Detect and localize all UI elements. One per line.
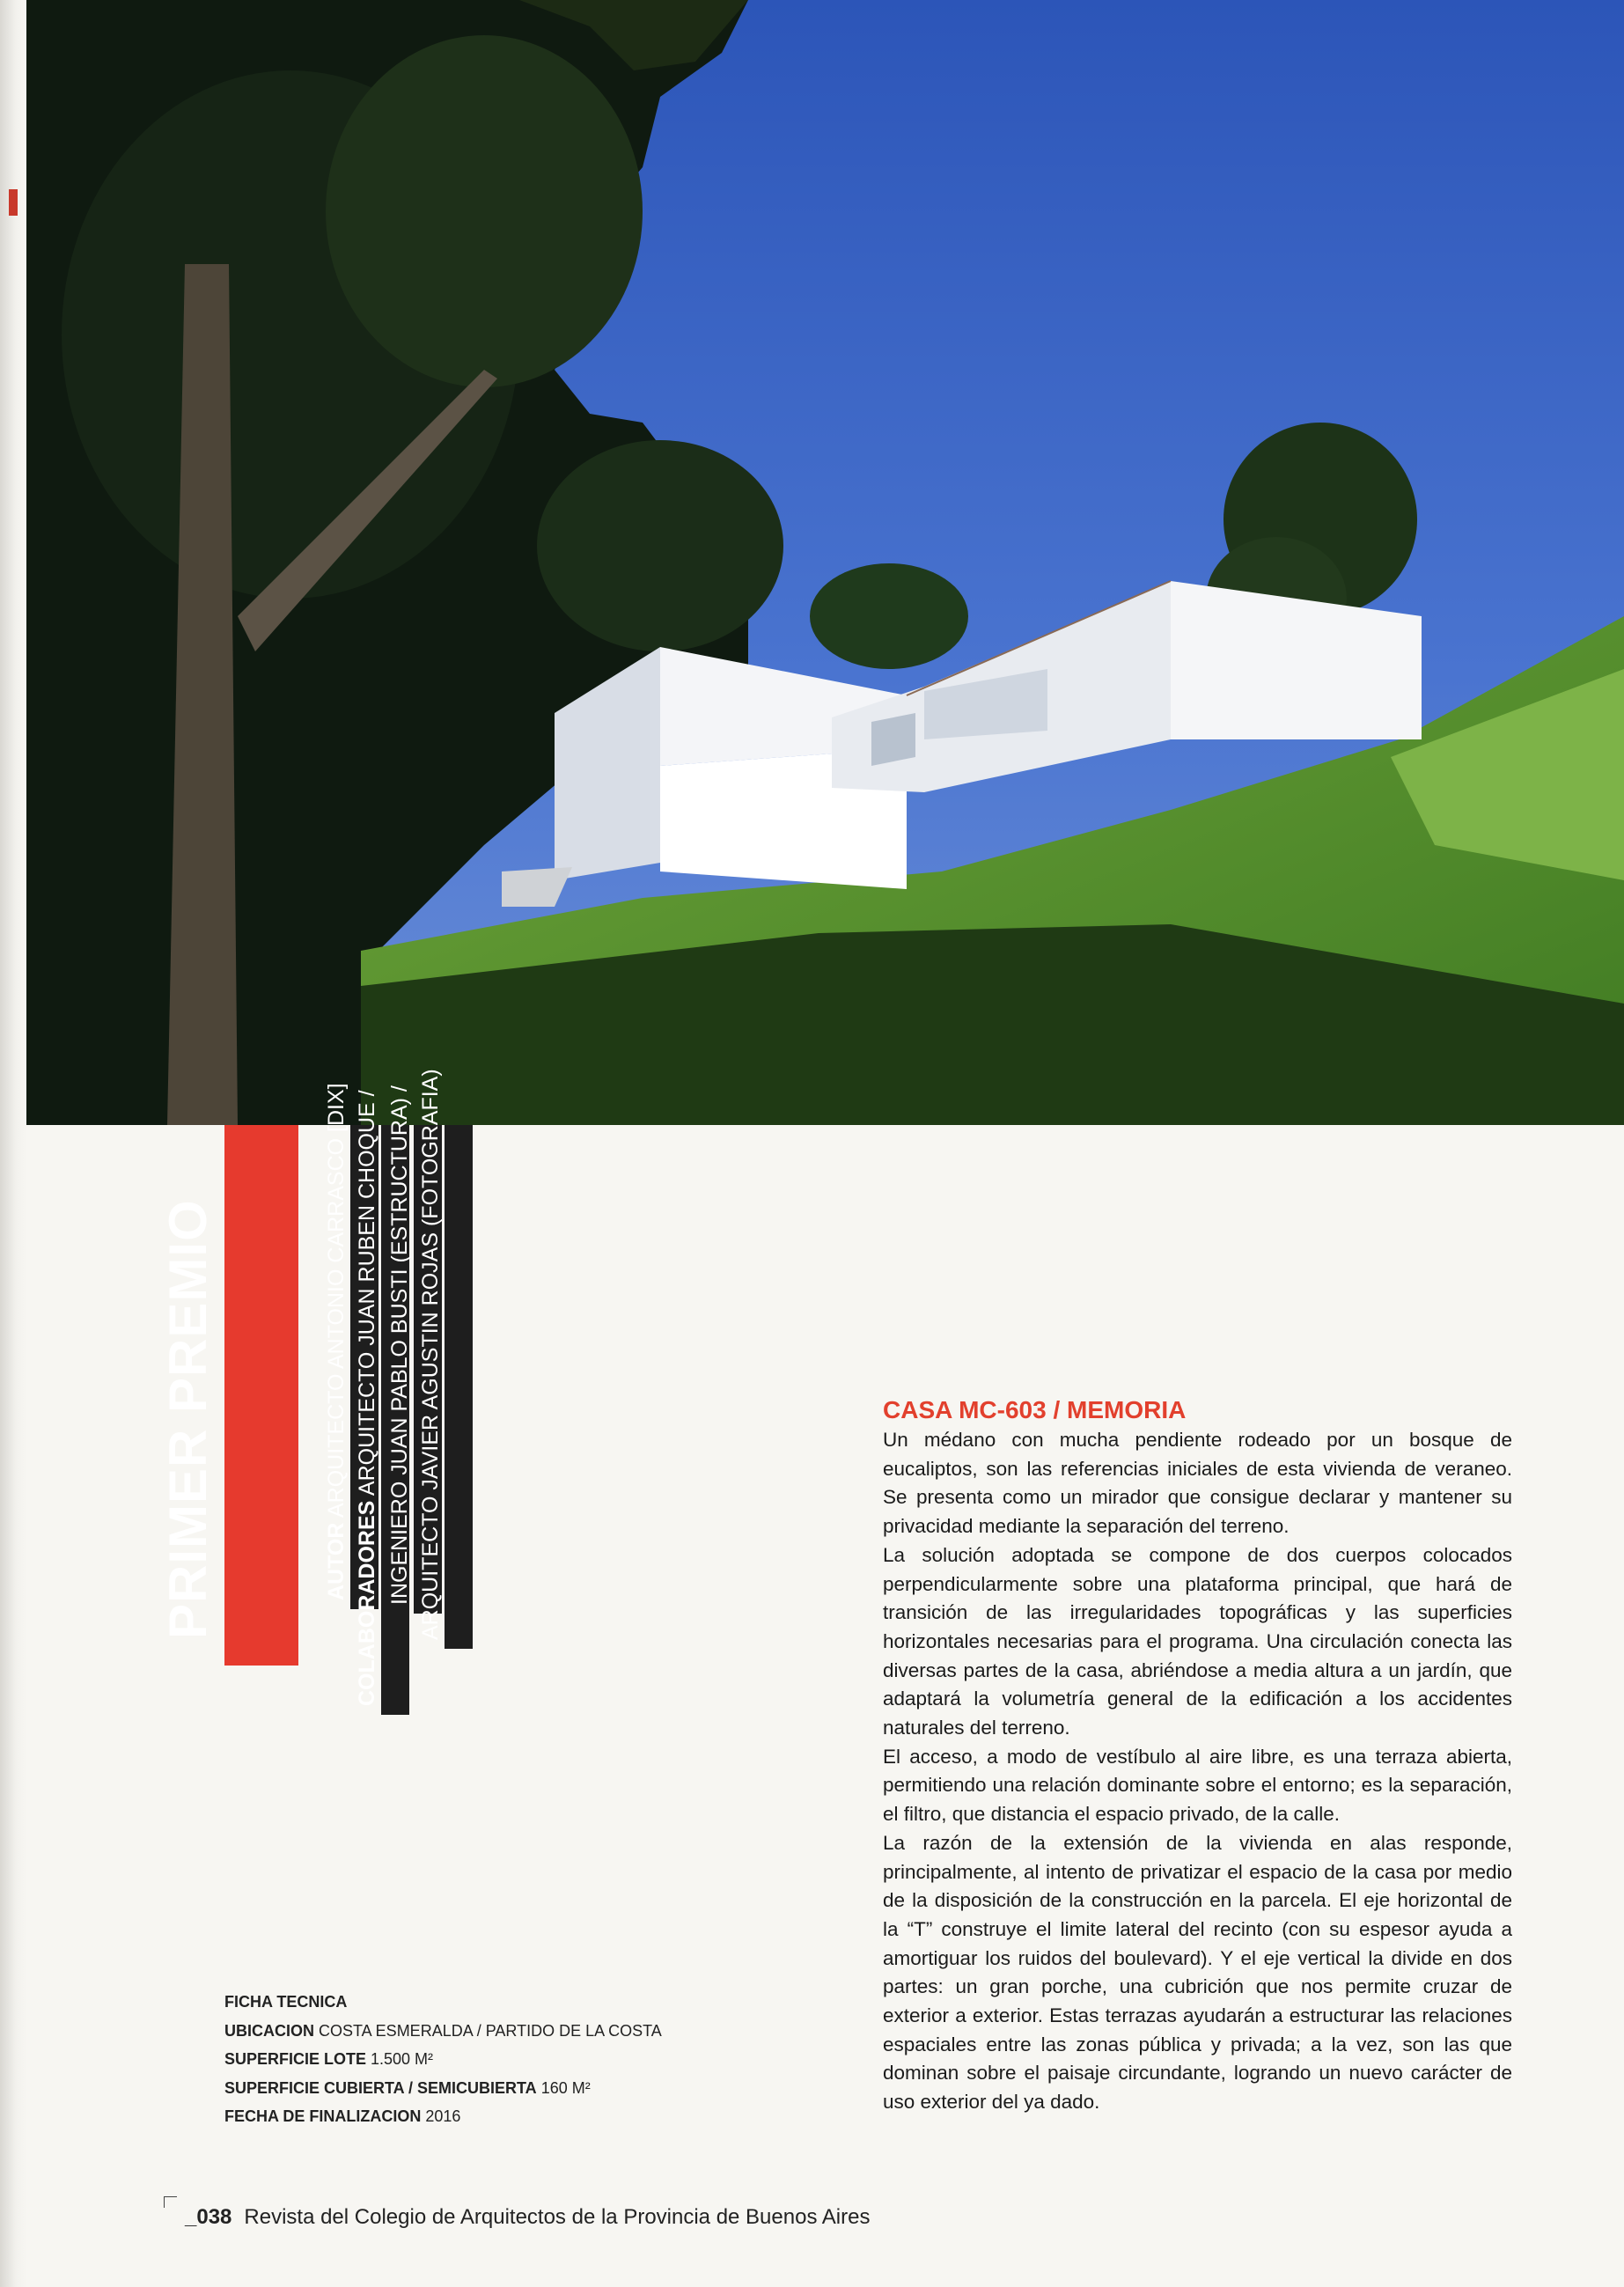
credit-collaborators-text: ARQUITECTO JUAN RUBEN CHOQUE /: [355, 1090, 379, 1501]
credit-engineer-text: INGENIERO JUAN PABLO BUSTI (ESTRUCTURA) /: [387, 1085, 412, 1605]
credit-photographer-text: ARQUITECTO JAVIER AGUSTIN ROJAS (FOTOGRAFIA): [418, 1069, 443, 1640]
technical-sheet-row: [224, 2102, 662, 2131]
article-title: CASA MC-603 / MEMORIA: [883, 1396, 1187, 1423]
technical-sheet-label: SUPERFICIE CUBIERTA / SEMICUBIERTA: [224, 2078, 537, 2097]
house-photo: [26, 0, 1624, 1125]
footer-bracket: [164, 2196, 177, 2208]
article-paragraph: Un médano con mucha pendiente rodeado por un bosque de eucaliptos, son las referencias iniciales de esta vivienda de veraneo. Se presenta como un mirador que consigue declarar y mantener su privacidad mediante la separación del terreno.: [883, 1429, 1512, 1538]
house-photo-illustration: [26, 0, 1624, 1125]
technical-sheet-row: [224, 2074, 662, 2103]
technical-sheet: [224, 1988, 662, 2131]
article-body: [883, 1426, 1512, 2117]
award-label: PRIMER PREMIO: [158, 1199, 217, 1639]
technical-sheet-label: FECHA DE FINALIZACION: [224, 2107, 422, 2125]
award-banner: [158, 1125, 298, 1666]
technical-sheet-value: 1.500 M²: [366, 2050, 434, 2068]
article-paragraph: La solución adoptada se compone de dos cuerpos colocados perpendicularmente sobre una plataforma principal, que hará de transición de las irregularidades topográficas y las superficies horizontales necesarias para el programa. Una circulación conecta las diversas partes de la casa, abriéndose a media altura a un jardín, que adaptará la volumetría general de la edificación a los accidentes naturales del terreno.: [883, 1543, 1512, 1739]
technical-sheet-label: UBICACION: [224, 2021, 314, 2040]
credit-photographer: [418, 1069, 473, 1649]
article-paragraph: La razón de la extensión de la vivienda en alas responde, principalmente, al intento de privatizar el espacio de la casa por medio de la disposición de la construcción en la parcela. El eje horizontal de la “T” construye el limite lateral del recinto (con su espesor ayuda a amortiguar los ruidos del boulevard). Y el eje vertical la divide en dos partes: un gran porche, una cubrición que nos permite cruzar de exterior a exterior. Estas terrazas ayudarán a estructurar las relaciones espaciales entre las zonas pública y privada; a la vez, son las que dominan sobre el paisaje circundante, logrando un nuevo carácter de uso exterior del ya dado.: [883, 1831, 1512, 2114]
page-number: _038: [185, 2205, 232, 2229]
technical-sheet-value: 2016: [421, 2107, 461, 2125]
technical-sheet-title: FICHA TECNICA: [224, 1993, 348, 2011]
credit-collaborators-role: COLABORADORES: [355, 1500, 379, 1706]
credit-author-text: ARQUITECTO ANTONIO CARRASCO [DIX]: [324, 1083, 349, 1523]
credit-author-role: AUTOR: [324, 1522, 349, 1600]
technical-sheet-value: COSTA ESMERALDA / PARTIDO DE LA COSTA: [314, 2021, 662, 2040]
page-spine: [0, 0, 26, 2287]
technical-sheet-value: 160 M²: [536, 2078, 591, 2097]
article-paragraph: El acceso, a modo de vestíbulo al aire libre, es una terraza abierta, permitiendo una relación dominante sobre el entorno; es la separación, el filtro, que distancia el espacio privado, de la calle.: [883, 1745, 1512, 1826]
technical-sheet-row: [224, 2017, 662, 2046]
technical-sheet-label: SUPERFICIE LOTE: [224, 2050, 367, 2068]
spine-mark: [9, 189, 18, 216]
publication-name: Revista del Colegio de Arquitectos de la Provincia de Buenos Aires: [244, 2205, 871, 2229]
technical-sheet-row: [224, 2045, 662, 2074]
page-footer: [164, 2205, 870, 2230]
